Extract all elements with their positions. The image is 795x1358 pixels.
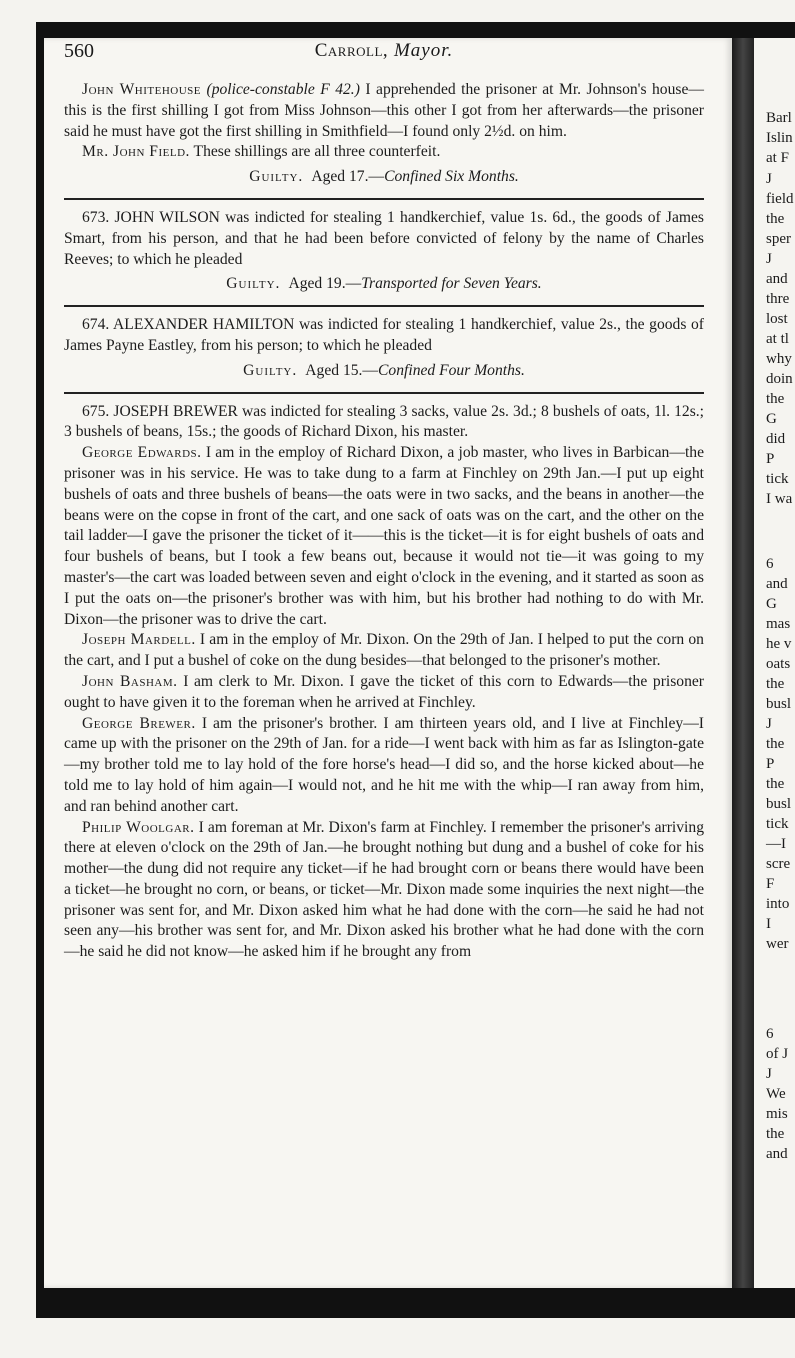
facing-page-fragment: We: [766, 1086, 786, 1102]
case-divider: [64, 198, 704, 200]
facing-page-fragment: did: [766, 431, 786, 447]
case-674-indictment: 674. ALEXANDER HAMILTON was indicted for stealing 1 handkerchief, value 2s., the goods of James Payne Eastley, from his person; to which he pleaded: [64, 316, 704, 354]
facing-page-fragment: J: [766, 1066, 772, 1082]
facing-page-fragment: of J: [766, 1046, 789, 1062]
facing-page-fragment: field: [766, 191, 794, 207]
running-head-title: Mayor.: [393, 40, 454, 61]
facing-page-fragment: the: [766, 776, 785, 792]
facing-page-fragment: he v: [766, 636, 792, 652]
verdict-line: [64, 361, 704, 382]
facing-page-fragment: lost: [766, 311, 788, 327]
testimony-text: I am clerk to Mr. Dixon. I gave the ticket of this corn to Edwards—the prisoner ought to have given it to the foreman when he arrived at Finchley.: [64, 672, 704, 711]
facing-page-fragment: the: [766, 211, 785, 227]
witness-name: George Brewer.: [82, 714, 196, 732]
book-gutter: [732, 38, 754, 1288]
verdict-line: [64, 167, 704, 188]
testimony-woolgar: [64, 818, 704, 964]
verdict-word: Guilty.: [243, 361, 298, 379]
facing-page-fragment: the: [766, 676, 785, 692]
case-675-indictment: 675. JOSEPH BREWER was indicted for stealing 3 sacks, value 2s. 3d.; 8 bushels of oats, 1l. 12s.; 3 bushels of beans, 15s.; the goods of Richard Dixon, his master.: [64, 402, 704, 441]
verdict-word: Guilty.: [249, 168, 304, 186]
testimony-basham: [64, 672, 704, 714]
testimony-text: I am in the employ of Richard Dixon, a job master, who lives in Barbican—the prisoner was in his service. He was to take dung to a farm at Finchley on 29th Jan.—I put up eight bushels of oats and three bushels of beans—the oats were in two sacks, and the beans in another—the beans were on the copse in front of the cart, and one sack of oats was on the cart, and the other on the tail ladder—I gave the prisoner the ticket of it——this is the ticket—it is for eight bushels of oats and four bushels of beans, but I took a few beans out, because it would not tie—it was going to my master's—the cart was loaded between seven and eight o'clock in the evening, and it started as soon as I put the oats on—the prisoner's brother was with him, but his brother had nothing to do with Mr. Dixon—the prisoner was to drive the cart.: [64, 444, 704, 628]
verdict-sentence: Confined Four Months.: [378, 361, 525, 379]
verdict-sentence: Transported for Seven Years.: [361, 275, 542, 293]
facing-page-fragment: wer: [766, 936, 789, 952]
facing-page-fragment: at tl: [766, 331, 789, 347]
facing-page-fragment: thre: [766, 291, 790, 307]
facing-page-fragment: and: [766, 271, 788, 287]
facing-page-fragment: P: [766, 451, 775, 467]
verdict-age: Aged 19.—: [288, 275, 362, 293]
facing-page-fragment: G: [766, 411, 777, 427]
witness-name: John Whitehouse: [82, 81, 202, 98]
verdict-sentence: Confined Six Months.: [384, 168, 519, 186]
facing-page-fragment: J: [766, 171, 772, 187]
facing-page-fragment: and: [766, 1146, 788, 1162]
facing-page-fragment: 6: [766, 1026, 774, 1042]
facing-page-fragment: —I: [766, 836, 786, 852]
facing-page-fragment: mis: [766, 1106, 788, 1122]
page-body: [64, 80, 704, 963]
case-673-indictment: 673. JOHN WILSON was indicted for stealing 1 handkerchief, value 1s. 6d., the goods of James Smart, from his person, and that he had been before convicted of felony by the name of Charles Reeves; to which he pleaded: [64, 208, 704, 268]
facing-page-fragment: tick: [766, 816, 789, 832]
facing-page-fragment: 6: [766, 556, 774, 572]
facing-page-fragment: G: [766, 596, 777, 612]
facing-page-fragment: doin: [766, 371, 793, 387]
case-divider: [64, 392, 704, 394]
facing-page-fragment: scre: [766, 856, 791, 872]
testimony-text: I am foreman at Mr. Dixon's farm at Finchley. I remember the prisoner's arriving there at eleven o'clock on the 29th of Jan.—he brought nothing but dung and a bushel of coke for his mother—the dung did not require any ticket—if he had brought corn or beans there would have been a ticket—he brought no corn, or beans, or ticket—Mr. Dixon made some inquiries the next night—the prisoner was sent for, and Mr. Dixon asked him what he had done with the corn—he said he had not seen any—his brother was sent for, and Mr. Dixon asked his brother what he had done with the corn—he said he did not know—he asked him if he brought any from: [64, 818, 704, 961]
witness-name: George Edwards.: [82, 444, 202, 462]
facing-page-fragment: into: [766, 896, 790, 912]
witness-name: Philip Woolgar.: [82, 818, 195, 836]
facing-page-fragment: J: [766, 716, 772, 732]
top-border: [36, 22, 795, 38]
facing-page-fragment: sper: [766, 231, 791, 247]
testimony-mardell: [64, 630, 704, 672]
facing-page-fragment: why: [766, 351, 792, 367]
witness-role: (police-constable F 42.): [206, 81, 360, 98]
facing-page-fragment: at F: [766, 150, 789, 166]
page-header: [64, 40, 704, 70]
testimony-whitehouse: [64, 80, 704, 142]
facing-page-fragment: mas: [766, 616, 791, 632]
verdict-word: Guilty.: [226, 275, 281, 293]
testimony-text: I apprehended the prisoner at Mr. Johnson's house—this is the first shilling I got from Miss Johnson—this other I got from her afterwards—the prisoner said he must have got the first shilling in Smithfield—I found only 2½d. on him.: [64, 81, 704, 140]
facing-page-fragment: oats: [766, 656, 791, 672]
facing-page-fragment: the: [766, 391, 785, 407]
testimony-text: I am in the employ of Mr. Dixon. On the 29th of Jan. I helped to put the corn on the cart, and I put a bushel of coke on the dung besides—that belonged to the prisoner's mother.: [64, 631, 704, 670]
bottom-border: [36, 1288, 795, 1318]
facing-page-fragment: and: [766, 576, 788, 592]
facing-page-fragment: Barl: [766, 110, 792, 126]
facing-page-fragment: F: [766, 876, 775, 892]
running-head-name: Carroll,: [314, 40, 389, 61]
witness-name: Joseph Mardell.: [82, 631, 196, 649]
verdict-line: [64, 274, 704, 295]
facing-page-fragment: busl: [766, 796, 792, 812]
facing-page-edge: [754, 38, 795, 1288]
testimony-text: I am the prisoner's brother. I am thirteen years old, and I live at Finchley—I came up with the prisoner on the 29th of Jan. for a ride—I went back with him as far as Islington-gate—my brother told me to lay hold of the fore horse's head—I did so, and the horse kicked about—he told me to lay hold of him again—I would not, and he hit me with the whip—I ran away from him, and ran behind another cart.: [64, 714, 704, 815]
testimony-text: These shillings are all three counterfeit.: [193, 143, 441, 161]
facing-page-fragment: busl: [766, 696, 792, 712]
testimony-edwards: [64, 443, 704, 630]
verdict-age: Aged 17.—: [311, 168, 385, 186]
witness-name: Mr. John Field.: [82, 143, 190, 161]
testimony-brewer: [64, 714, 704, 818]
facing-page-fragment: Islin: [766, 130, 793, 146]
page-number: 560: [64, 40, 94, 62]
case-divider: [64, 305, 704, 307]
left-border: [36, 30, 44, 1315]
testimony-field: [64, 142, 704, 163]
facing-page-fragment: the: [766, 1126, 785, 1142]
facing-page-fragment: I wa: [766, 491, 793, 507]
running-head: [64, 40, 704, 62]
facing-page-fragment: I: [766, 916, 771, 932]
witness-name: John Basham.: [82, 672, 178, 690]
facing-page-fragment: the: [766, 736, 785, 752]
facing-page-fragment: P: [766, 756, 775, 772]
verdict-age: Aged 15.—: [305, 361, 379, 379]
facing-page-fragment: tick: [766, 471, 789, 487]
facing-page-fragment: J: [766, 251, 772, 267]
